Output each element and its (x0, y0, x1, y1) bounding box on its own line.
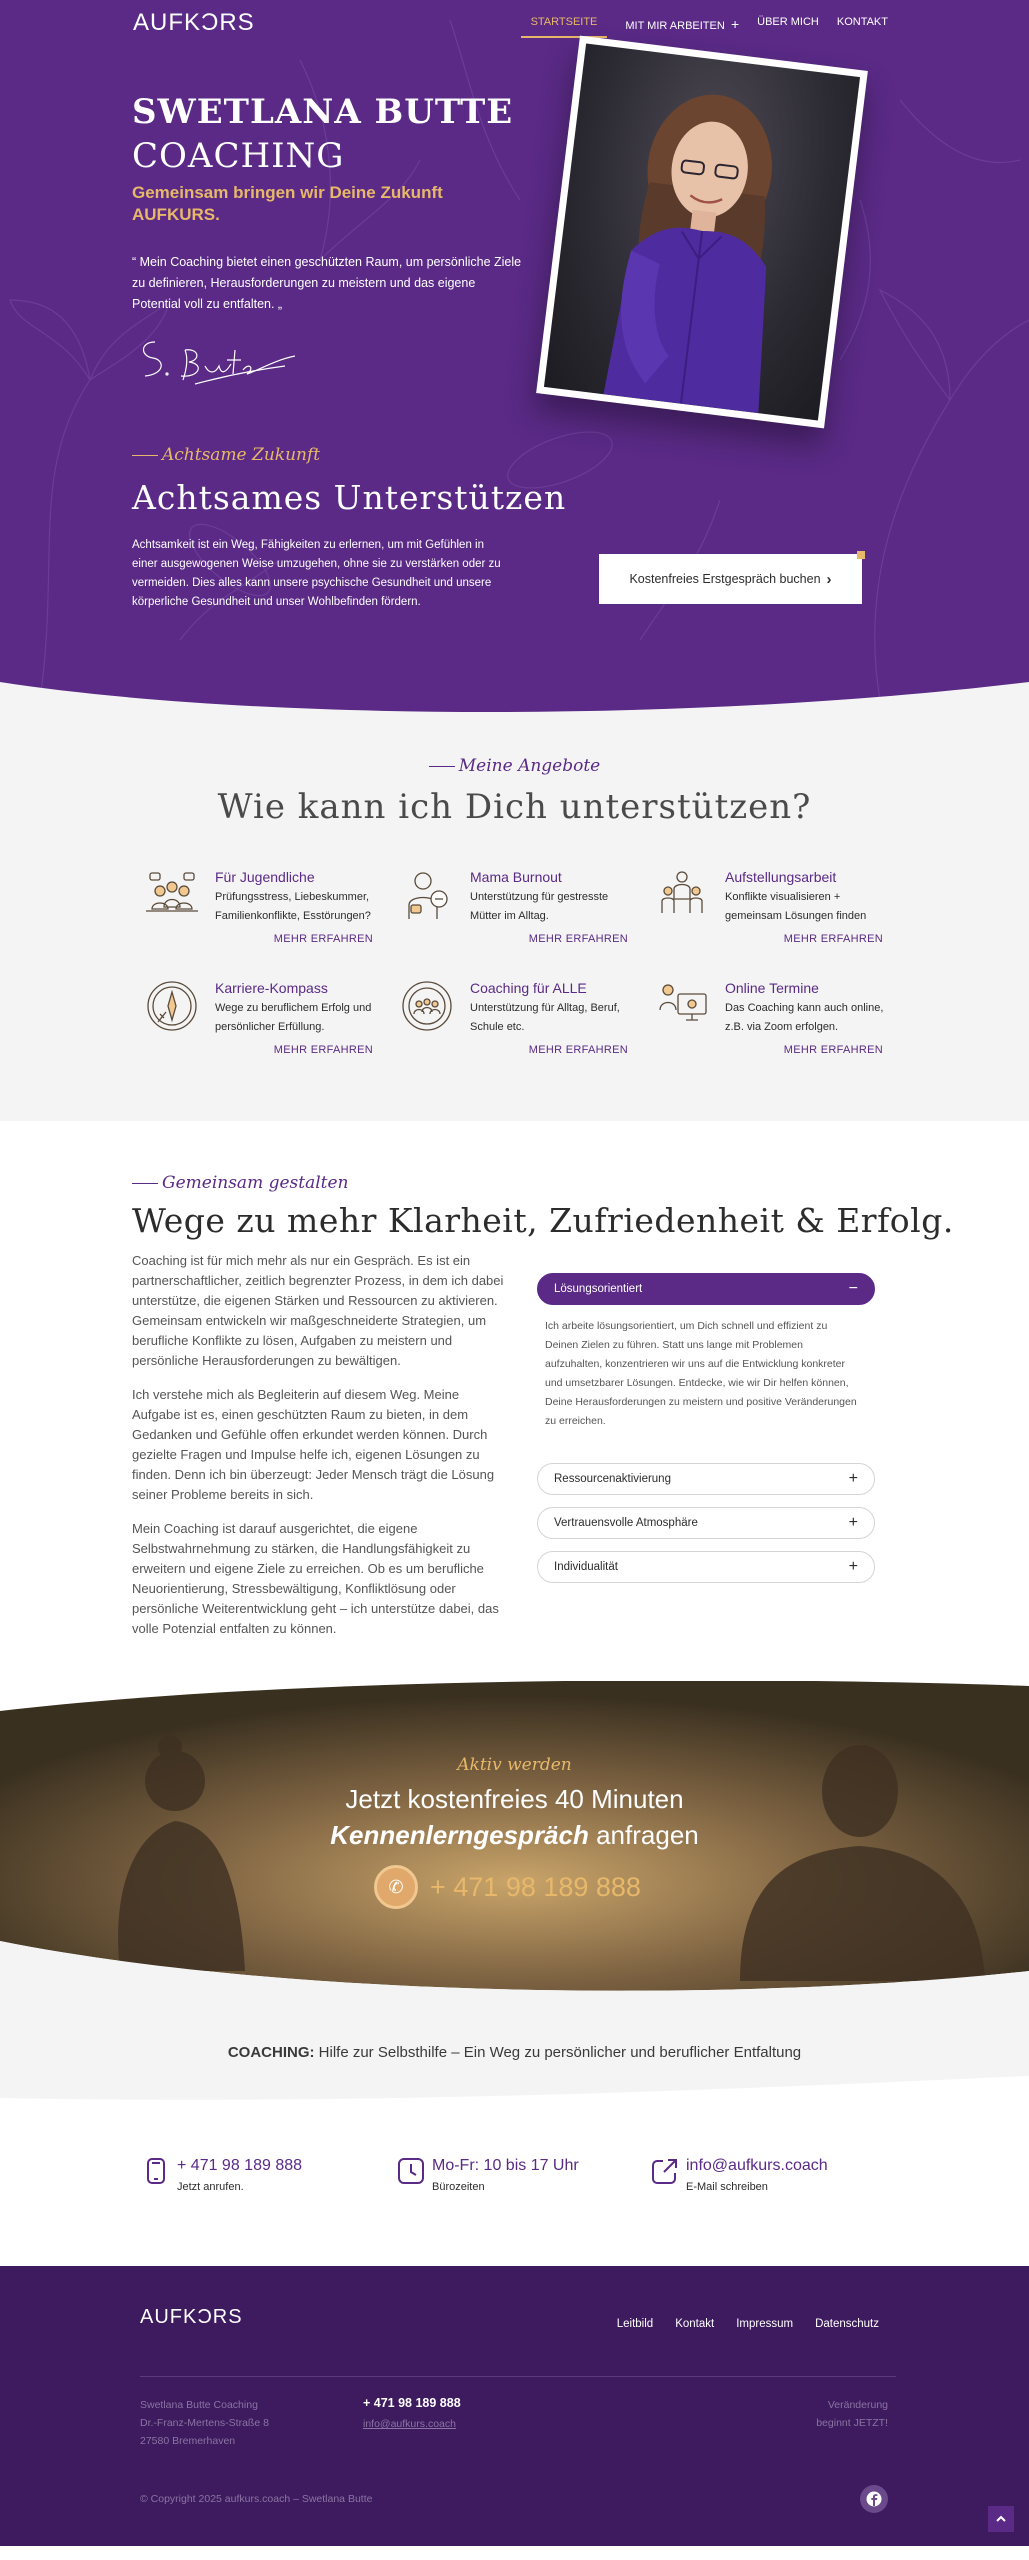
hero-eyebrow (132, 445, 320, 465)
banner-eyebrow: Aktiv werden (457, 1755, 572, 1775)
offer-card[interactable] (388, 980, 628, 1070)
scroll-top-button[interactable] (988, 2506, 1014, 2532)
portrait-frame (536, 36, 868, 429)
accordion-toggle[interactable] (537, 1463, 875, 1495)
phone-icon: ✆ (374, 1865, 418, 1909)
footer-link-datenschutz[interactable]: Datenschutz (815, 2318, 879, 2330)
accordion-title: Ressourcenaktivierung (554, 1473, 671, 1485)
address-line: Swetlana Butte Coaching (140, 2399, 258, 2411)
plus-icon: + (730, 16, 740, 32)
approach-eyebrow (132, 1173, 349, 1193)
contact-small: E-Mail schreiben (686, 2181, 768, 2193)
banner-line1: Jetzt kostenfreies 40 Minuten (345, 1784, 684, 1814)
tagline-text (0, 2044, 1029, 2061)
portrait-photo (544, 43, 860, 420)
nav-item-mit-mir-arbeiten[interactable] (625, 16, 739, 38)
offer-card[interactable] (388, 869, 628, 959)
footer-slogan (816, 2396, 888, 2432)
tagline-bold: COACHING: (227, 2044, 315, 2061)
offer-card[interactable] (133, 980, 373, 1070)
plus-icon: + (848, 1558, 858, 1575)
offer-desc: Unterstützung für gestresste Mütter im Alltag. (470, 891, 609, 922)
booking-button-label: Kostenfreies Erstgespräch buchen (629, 572, 821, 586)
slogan-line: Veränderung (827, 2399, 888, 2411)
approach-section (0, 1121, 1029, 1681)
hero-eyebrow-text: Achtsame Zukunft (162, 445, 321, 465)
offer-title: Karriere-Kompass (215, 980, 328, 996)
contact-info-row (0, 2106, 1029, 2266)
nav-item-startseite[interactable]: STARTSEITE (521, 16, 608, 38)
offer-card[interactable] (133, 869, 373, 959)
hero-title-line2: COACHING (132, 136, 345, 176)
footer-link-kontakt[interactable]: Kontakt (675, 2318, 715, 2330)
nav-item-kontakt[interactable]: KONTAKT (836, 16, 888, 28)
offer-desc: Konflikte visualisieren + gemeinsam Lösungen finden (725, 891, 867, 922)
plus-icon: + (848, 1470, 858, 1487)
footer-links (617, 2318, 879, 2330)
copyright: © Copyright 2025 aufkurs.coach – Swetlana Butte (140, 2493, 373, 2505)
teens-icon (146, 869, 198, 921)
hero-quote: “ Mein Coaching bietet einen geschützten Raum, um persönliche Ziele zu definieren, Herausforderungen zu meistern und das eigene Potential voll zu entfalten. „ (132, 255, 522, 311)
chevron-up-icon (996, 2514, 1006, 2524)
more-link[interactable]: MEHR ERFAHREN (273, 933, 373, 945)
accordion-toggle[interactable] (537, 1551, 875, 1583)
footer-phone[interactable]: + 471 98 189 888 (363, 2396, 461, 2410)
more-link[interactable]: MEHR ERFAHREN (273, 1044, 373, 1056)
main-nav (0, 0, 1029, 44)
contact-small: Jetzt anrufen. (177, 2181, 244, 2193)
address-line: Dr.-Franz-Mertens-Straße 8 (140, 2417, 269, 2429)
offer-desc: Das Coaching kann auch online, z.B. via Zoom erfolgen. (725, 1002, 884, 1033)
hero-heading: Achtsames Unterstützen (132, 478, 567, 517)
nav-item-label: MIT MIR ARBEITEN (625, 20, 725, 32)
group-icon (401, 980, 453, 1032)
facebook-icon[interactable] (860, 2485, 888, 2513)
offer-desc: Prüfungsstress, Liebeskummer, Familienkonflikte, Esstörungen? (215, 891, 371, 922)
mother-icon (401, 869, 453, 921)
accordion-body: Ich arbeite lösungsorientiert, um Dich schnell und effizient zu Deinen Zielen zu führen. Statt uns lange mit Problemen aufzuhalten, konzentrieren wir uns auf die Entwicklung konkreter und umsetzbarer Lösungen. Entdecke, wie wir Dir helfen können, Deine Herausforderungen zu meistern und positive Veränderungen zu erreichen. (545, 1320, 857, 1427)
accordion-title: Lösungsorientiert (554, 1283, 643, 1295)
offer-card[interactable] (643, 869, 883, 959)
offer-title: Mama Burnout (470, 869, 562, 885)
hero-title-line1: SWETLANA BUTTE (132, 92, 514, 132)
approach-paragraph: Ich verstehe mich als Begleiterin auf diesem Weg. Meine Aufgabe ist es, einen geschützten Raum zu bieten, in dem Gedanken und Gefühle offen erkundet werden können. Durch gezielte Fragen und Impulse helfe ich, eigenen Lösungen zu finden. Denn ich bin überzeugt: Jeder Mensch trägt die Lösung seiner Probleme bereits in sich. (132, 1387, 495, 1502)
dash (132, 455, 158, 456)
banner-phone-number: + 471 98 189 888 (430, 1871, 641, 1902)
tagline-curve (0, 2076, 1029, 2106)
tagline-rest: Hilfe zur Selbsthilfe – Ein Weg zu persönlicher und beruflicher Entfaltung (314, 2044, 802, 2061)
offer-card[interactable] (643, 980, 884, 1070)
offer-title: Coaching für ALLE (470, 980, 587, 996)
logo[interactable]: AUFKƆRS (133, 9, 255, 36)
menu (521, 16, 888, 38)
phone-icon (143, 2158, 169, 2184)
offer-desc: Wege zu beruflichem Erfolg und persönlicher Erfüllung. (215, 1002, 372, 1033)
compass-icon (146, 980, 198, 1032)
chevron-right-icon: › (826, 570, 832, 588)
hero-paragraph: Achtsamkeit ist ein Weg, Fähigkeiten zu erlernen, um mit Gefühlen in einer ausgewogenen Weise umzugehen, ohne sie zu verstärken oder zu vermeiden. Dies alles kann unsere psychische Gesundheit und unsere körperliche Gesundheit und unser Wohlbefinden fördern. (132, 539, 501, 608)
footer-logo[interactable]: AUFKƆRS (140, 2306, 243, 2328)
banner-phone[interactable] (374, 1865, 641, 1909)
approach-eyebrow-text: Gemeinsam gestalten (162, 1173, 349, 1193)
accordion-item (537, 1463, 875, 1495)
footer-divider (140, 2376, 896, 2377)
footer-link-impressum[interactable]: Impressum (736, 2318, 794, 2330)
plus-icon: + (848, 1514, 858, 1531)
footer (0, 2266, 1029, 2546)
hero-curve (0, 662, 1029, 722)
hero-title (132, 92, 513, 176)
online-icon (656, 980, 708, 1032)
accordion-title: Individualität (554, 1561, 618, 1573)
footer-link-leitbild[interactable]: Leitbild (616, 2318, 654, 2330)
booking-button[interactable] (599, 554, 862, 604)
offer-title: Online Termine (725, 980, 819, 996)
offers-section (0, 721, 1029, 1121)
contact-big: info@aufkurs.coach (686, 2157, 828, 2174)
offers-title: Wie kann ich Dich unterstützen? (217, 787, 812, 827)
accordion-item-open (537, 1273, 875, 1443)
slogan-line: beginnt JETZT! (816, 2417, 888, 2429)
hero-subtitle: Gemeinsam bringen wir Deine Zukunft AUFKURS. (132, 183, 443, 224)
more-link[interactable]: MEHR ERFAHREN (783, 933, 883, 945)
accordion-title: Vertrauensvolle Atmosphäre (554, 1517, 698, 1529)
footer-email[interactable]: info@aufkurs.coach (363, 2418, 456, 2430)
contact-big: + 471 98 189 888 (177, 2157, 303, 2174)
hero-section (0, 0, 1029, 722)
more-link[interactable]: MEHR ERFAHREN (528, 1044, 628, 1056)
dash (429, 766, 455, 767)
minus-icon: − (848, 1280, 858, 1297)
contact-big: Mo-Fr: 10 bis 17 Uhr (432, 2157, 579, 2174)
more-link[interactable]: MEHR ERFAHREN (783, 1044, 883, 1056)
offer-title: Aufstellungsarbeit (725, 869, 837, 885)
offer-desc: Unterstützung für Alltag, Beruf, Schule etc. (470, 1002, 620, 1033)
approach-title: Wege zu mehr Klarheit, Zufriedenheit & Erfolg. (132, 1201, 954, 1240)
offer-title: Für Jugendliche (215, 869, 315, 885)
constellation-icon (656, 869, 708, 921)
tagline-section (0, 2011, 1029, 2106)
approach-paragraph: Coaching ist für mich mehr als nur ein Gespräch. Es ist ein partnerschaftlicher, zeitlich begrenzter Prozess, in dem ich dabei unterstütze, die eigenen Stärken und Ressourcen zu aktivieren. Gemeinsam entwickeln wir maßgeschneiderte Strategien, um berufliche Konflikte zu lösen, Aufgaben zu meistern und persönliche Herausforderungen zu bewältigen. (132, 1253, 504, 1368)
offers-eyebrow (0, 756, 1029, 776)
accordion-toggle[interactable] (537, 1273, 875, 1305)
approach-paragraph: Mein Coaching ist darauf ausgerichtet, die eigene Selbstwahrnehmung zu stärken, die Handlungsfähigkeit zu erweitern und eigene Ziele zu erreichen. Ob es um berufliche Neuorientierung, Stressbewältigung, Konfliktlösung oder persönliche Weiterentwicklung geht – ich unterstütze dabei, das volle Potenzial entfalten zu können. (132, 1521, 499, 1636)
offers-eyebrow-text: Meine Angebote (458, 756, 601, 776)
banner-line2-bold: Kennenlerngespräch (330, 1820, 589, 1850)
contact-banner (0, 1681, 1029, 2011)
banner-line2-rest: anfragen (588, 1820, 699, 1850)
banner-line2 (0, 1820, 1029, 1851)
approach-text (132, 1251, 507, 1653)
more-link[interactable]: MEHR ERFAHREN (528, 933, 628, 945)
external-link-icon (652, 2158, 678, 2184)
corner-accent (857, 551, 865, 559)
clock-icon (398, 2158, 424, 2184)
accordion-item (537, 1507, 875, 1539)
contact-small: Bürozeiten (432, 2181, 485, 2193)
nav-item-ueber-mich[interactable]: ÜBER MICH (757, 16, 819, 28)
address-line: 27580 Bremerhaven (140, 2435, 236, 2447)
signature-icon (135, 330, 295, 390)
dash (132, 1183, 158, 1184)
accordion-item (537, 1551, 875, 1583)
footer-address (140, 2396, 269, 2450)
accordion-toggle[interactable] (537, 1507, 875, 1539)
